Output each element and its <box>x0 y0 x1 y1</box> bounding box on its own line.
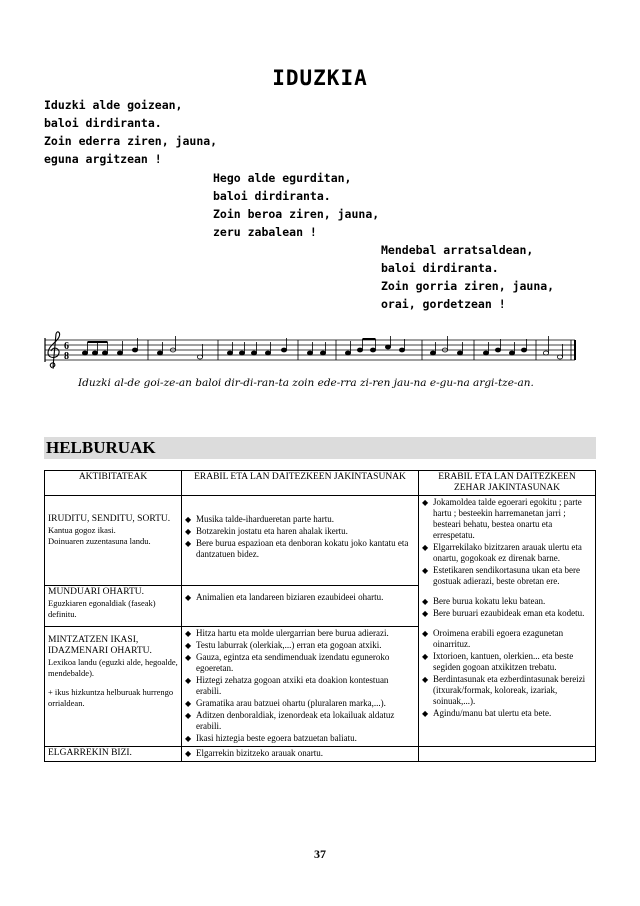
svg-text:6: 6 <box>64 341 69 352</box>
list-item: ◆ Aditzen denboraldiak, izenordeak eta lokailuak aldatuz erabili. <box>185 710 415 732</box>
activity-sub: Doinuaren zuzentasuna landu. <box>48 536 151 546</box>
verse-line: baloi dirdiranta. <box>44 116 162 130</box>
list-item: ◆ Bere burua kokatu leku batean. <box>422 596 592 607</box>
table-row <box>45 496 596 586</box>
music-staff <box>40 330 600 400</box>
activity-sub: + ikus hizkuntza helburuak hurrengo orrialdean. <box>48 687 174 708</box>
activity-title: MINTZATZEN IKASI, IDAZMENARI OHARTU. <box>48 635 152 656</box>
list-item: ◆ Berdintasunak eta ezberdintasunak bereizi (itxurak/formak, koloreak, izariak, soinuak,...). <box>422 674 592 707</box>
verse-line: Iduzki alde goizean, <box>44 98 183 112</box>
list-item: ◆ Estetikaren sendikortasuna ukan eta bere gostuak adierazi, beste obretan ere. <box>422 565 592 587</box>
verse-line: baloi dirdiranta. <box>381 261 499 275</box>
column-header: ERABIL ETA LAN DAITEZKEEN ZEHAR JAKINTASUNAK <box>419 471 596 496</box>
list-item: ◆ Agindu/manu bat ulertu eta bete. <box>422 708 592 719</box>
list-item: ◆ Botzarekin jostatu eta haren ahalak ikertu. <box>185 526 415 537</box>
list-item: ◆ Hiztegi zehatza gogoan atxiki eta doakion kontestuan erabili. <box>185 675 415 697</box>
empty-cell <box>419 747 596 762</box>
verse-line: baloi dirdiranta. <box>213 189 331 203</box>
list-item: ◆ Jokamoldea talde egoerari egokitu ; parte hartu ; besteekin harremanetan jarri ; besteari behatu, bestea onartu eta errespetatu. <box>422 497 592 541</box>
list-item: ◆ Elgarrekilako bizitzaren arauak ulertu eta onartu, gogokoak ez direnak barne. <box>422 542 592 564</box>
knowledge-cell <box>182 627 419 747</box>
cross-knowledge-cell <box>419 496 596 747</box>
list-item: ◆ Animalien eta landareen biziaren ezaubideei ohartu. <box>185 592 415 603</box>
list-item: ◆ Bere burua espazioan eta denboran kokatu joko kantatu eta dantzatuen bidez. <box>185 538 415 560</box>
list-item: ◆ Bere buruari ezaubideak eman eta kodetu. <box>422 608 592 619</box>
table-header-row <box>45 471 596 496</box>
column-header: ERABIL ETA LAN DAITEZKEEN JAKINTASUNAK <box>182 471 419 496</box>
list-item: ◆ Ixtorioen, kantuen, olerkien... eta beste segiden gogoan atxikitzen trebatu. <box>422 651 592 673</box>
list-item: ◆ Musika talde-ihardueretan parte hartu. <box>185 514 415 525</box>
verse-line: zeru zabalean ! <box>213 225 317 239</box>
column-header: AKTIBITATEAK <box>45 471 182 496</box>
knowledge-cell <box>182 747 419 762</box>
activity-cell <box>45 496 182 586</box>
list-item: ◆ Ikasi hiztegia beste egoera batzuetan baliatu. <box>185 733 415 744</box>
activity-cell <box>45 627 182 747</box>
activity-sub: Kantua gogoz ikasi. <box>48 525 116 535</box>
activity-cell <box>45 747 182 762</box>
verse-2 <box>213 169 379 241</box>
activity-title: MUNDUARI OHARTU. <box>48 587 145 597</box>
activity-sub: Lexikoa landu (eguzki alde, hegoalde, mendebalde). <box>48 657 178 678</box>
list-item: ◆ Hitza hartu eta molde ulergarrian bere burua adierazi. <box>185 628 415 639</box>
notes <box>82 336 562 359</box>
verse-line: orai, gordetzean ! <box>381 297 506 311</box>
verse-1 <box>44 96 217 168</box>
page-number: 37 <box>314 847 326 861</box>
page-title: IDUZKIA <box>272 66 368 90</box>
activity-title: ELGARREKIN BIZI. <box>48 748 132 758</box>
verse-line: Zoin ederra ziren, jauna, <box>44 134 218 148</box>
section-title: HELBURUAK <box>44 437 596 459</box>
list-item: ◆ Gauza, egintza eta sendimenduak izendatu eguneroko egoeretan. <box>185 652 415 674</box>
table-row <box>45 747 596 762</box>
list-item: ◆ Gramatika arau batzuei ohartu (pluralaren marka,...). <box>185 698 415 709</box>
list-item: ◆ Elgarrekin bizitzeko arauak onartu. <box>185 748 415 759</box>
activity-cell <box>45 586 182 627</box>
list-item: ◆ Oroimena erabili egoera ezagunetan oinarrituz. <box>422 628 592 650</box>
svg-text:8: 8 <box>64 351 69 362</box>
knowledge-cell <box>182 586 419 627</box>
lyrics-line: Iduzki al-de goi-ze-an baloi dir-di-ran-ta zoin ede-rra zi-ren jau-na e-gu-na argi-tze-an. <box>78 377 534 389</box>
objectives-table <box>44 470 596 762</box>
verse-line: eguna argitzean ! <box>44 152 162 166</box>
activity-sub: Eguzkiaren egonaldiak (faseak) definitu. <box>48 598 156 619</box>
verse-line: Hego alde egurditan, <box>213 171 352 185</box>
verse-line: Zoin beroa ziren, jauna, <box>213 207 380 221</box>
knowledge-cell <box>182 496 419 586</box>
list-item: ◆ Testu laburrak (olerkiak,...) erran eta gogoan atxiki. <box>185 640 415 651</box>
activity-title: IRUDITU, SENDITU, SORTU. <box>48 514 171 524</box>
verse-3 <box>381 241 554 313</box>
verse-line: Mendebal arratsaldean, <box>381 243 534 257</box>
verse-line: Zoin gorria ziren, jauna, <box>381 279 555 293</box>
